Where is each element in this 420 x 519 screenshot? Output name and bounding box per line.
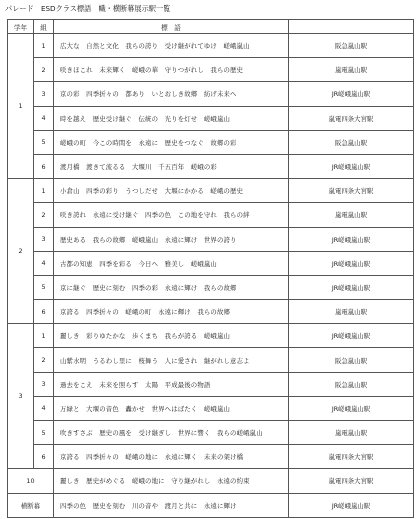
table-row: [8, 58, 414, 82]
table-row: [8, 179, 414, 203]
station-cell: 阪急嵐山駅: [289, 130, 414, 154]
slogan-cell: 古都の知恵 四季を彩る 今日へ 雅美し 嵯峨嵐山: [54, 251, 289, 275]
slogan-cell: 過去をこえ 未来を照らす 太陽 平成最後の物語: [54, 372, 289, 396]
class-cell: 1: [34, 34, 54, 58]
class-cell: 4: [34, 251, 54, 275]
table-row: [8, 396, 414, 420]
slogan-table: [7, 19, 414, 518]
slogan-cell: 歴史ある 我らの故郷 嵯峨嵐山 永遠に輝け 世界の誇り: [54, 227, 289, 251]
station-cell: JR嵯峨嵐山駅: [289, 275, 414, 299]
footer-label-cell: 横断幕: [8, 493, 54, 517]
station-cell: 嵐電四条大宮駅: [289, 106, 414, 130]
station-cell: 嵐電四条大宮駅: [289, 179, 414, 203]
station-cell: 阪急嵐山駅: [289, 348, 414, 372]
station-cell: JR嵯峨嵐山駅: [289, 251, 414, 275]
table-row: [8, 469, 414, 493]
class-cell: 5: [34, 275, 54, 299]
station-cell: 阪急嵐山駅: [289, 34, 414, 58]
station-cell: JR嵯峨嵐山駅: [289, 324, 414, 348]
table-row: [8, 275, 414, 299]
station-cell: 嵐電四条大宮駅: [289, 469, 414, 493]
station-cell: 嵐電嵐山駅: [289, 300, 414, 324]
slogan-cell: 京誇る 四季折々の 嵯峨の町 永遠に輝け 我らの故郷: [54, 300, 289, 324]
slogan-cell: 麗しき 歴史がめぐる 嵯峨の地に 守り継がれし 永遠の約束: [54, 469, 289, 493]
slogan-cell: 万緑と 大堰の音色 轟かせ 世界へはばたく 嵯峨嵐山: [54, 396, 289, 420]
station-cell: 嵐電嵐山駅: [289, 203, 414, 227]
class-cell: 1: [34, 324, 54, 348]
table-row: [8, 445, 414, 469]
class-cell: 3: [34, 372, 54, 396]
class-cell: 2: [34, 58, 54, 82]
slogan-cell: 渡月橋 渡きて流るる 大堰川 千五百年 嵯峨の彩: [54, 154, 289, 178]
table-row: [8, 34, 414, 58]
station-cell: JR嵯峨嵐山駅: [289, 227, 414, 251]
header-row: [8, 20, 414, 34]
slogan-cell: 広大な 自然と文化 我らの誇り 受け継がれてゆけ 嵯峨嵐山: [54, 34, 289, 58]
grade-cell: 2: [8, 179, 34, 324]
slogan-cell: 四季の色 歴史を刻む 川の音や 渡月と共に 永遠に輝け: [54, 493, 289, 517]
class-cell: 5: [34, 421, 54, 445]
class-cell: 4: [34, 396, 54, 420]
table-row: [8, 372, 414, 396]
table-row: [8, 300, 414, 324]
class-cell: 6: [34, 445, 54, 469]
slogan-cell: 京に継ぐ 歴史に刻む 四季の彩 永遠に輝け 我らの故郷: [54, 275, 289, 299]
class-cell: 5: [34, 130, 54, 154]
station-cell: JR嵯峨嵐山駅: [289, 154, 414, 178]
table-row: [8, 203, 414, 227]
station-cell: 嵐電嵐山駅: [289, 421, 414, 445]
class-cell: 3: [34, 82, 54, 106]
class-cell: 3: [34, 227, 54, 251]
document-title: パレード ESDクラス標語 幟・横断幕展示駅一覧: [5, 4, 171, 13]
slogan-cell: 嵯峨の町 今この時間を 永遠に 歴史をつなぐ 故郷の彩: [54, 130, 289, 154]
table-row: [8, 324, 414, 348]
class-cell: 4: [34, 106, 54, 130]
class-cell: 6: [34, 300, 54, 324]
station-cell: 嵐電嵐山駅: [289, 58, 414, 82]
table-row: [8, 493, 414, 517]
slogan-cell: 時を越え 歴史受け継ぐ 伝統の 光りを灯せ 嵯峨嵐山: [54, 106, 289, 130]
station-cell: JR嵯峨嵐山駅: [289, 493, 414, 517]
class-cell: 2: [34, 203, 54, 227]
slogan-cell: 山紫水明 うるわし里に 桜舞う 人に愛され 継がれし意志よ: [54, 348, 289, 372]
header-slogan: 標 語: [54, 20, 289, 34]
table-row: [8, 348, 414, 372]
class-cell: 6: [34, 154, 54, 178]
grade-cell: 1: [8, 34, 34, 179]
header-class: 組: [34, 20, 54, 34]
class-cell: 2: [34, 348, 54, 372]
slogan-cell: 小倉山 四季の彩り うつしだせ 大堰にかかる 嵯峨の歴史: [54, 179, 289, 203]
station-cell: JR嵯峨嵐山駅: [289, 82, 414, 106]
station-cell: 嵐電四条大宮駅: [289, 445, 414, 469]
slogan-cell: 京の彩 四季折々の 都あり いとおしき故郷 紡げ未来へ: [54, 82, 289, 106]
table-row: [8, 154, 414, 178]
slogan-cell: 吹きすさぶ 歴史の風を 受け継ぎし 世界に響く 我らの嵯峨嵐山: [54, 421, 289, 445]
slogan-cell: 咲きほこれ 未来輝く 嵯峨の華 守りつがれし 我らの歴史: [54, 58, 289, 82]
station-cell: 阪急嵐山駅: [289, 372, 414, 396]
table-row: [8, 106, 414, 130]
header-station: [289, 20, 414, 34]
header-grade: 学年: [8, 20, 34, 34]
table-row: [8, 227, 414, 251]
table-row: [8, 251, 414, 275]
grade-cell: 3: [8, 324, 34, 469]
class-cell: 1: [34, 179, 54, 203]
slogan-cell: 京誇る 四季折々の 嵯峨の地に 永遠に輝く 未来の架け橋: [54, 445, 289, 469]
station-cell: JR嵯峨嵐山駅: [289, 396, 414, 420]
slogan-cell: 麗しき 彩りゆたかな 歩くまち 我らが誇る 嵯峨嵐山: [54, 324, 289, 348]
footer-label-cell: 10: [8, 469, 54, 493]
table-row: [8, 82, 414, 106]
table-row: [8, 421, 414, 445]
table-row: [8, 130, 414, 154]
slogan-cell: 咲き誇れ 永遠に受け継ぐ 四季の色 この地を守れ 我らの絆: [54, 203, 289, 227]
